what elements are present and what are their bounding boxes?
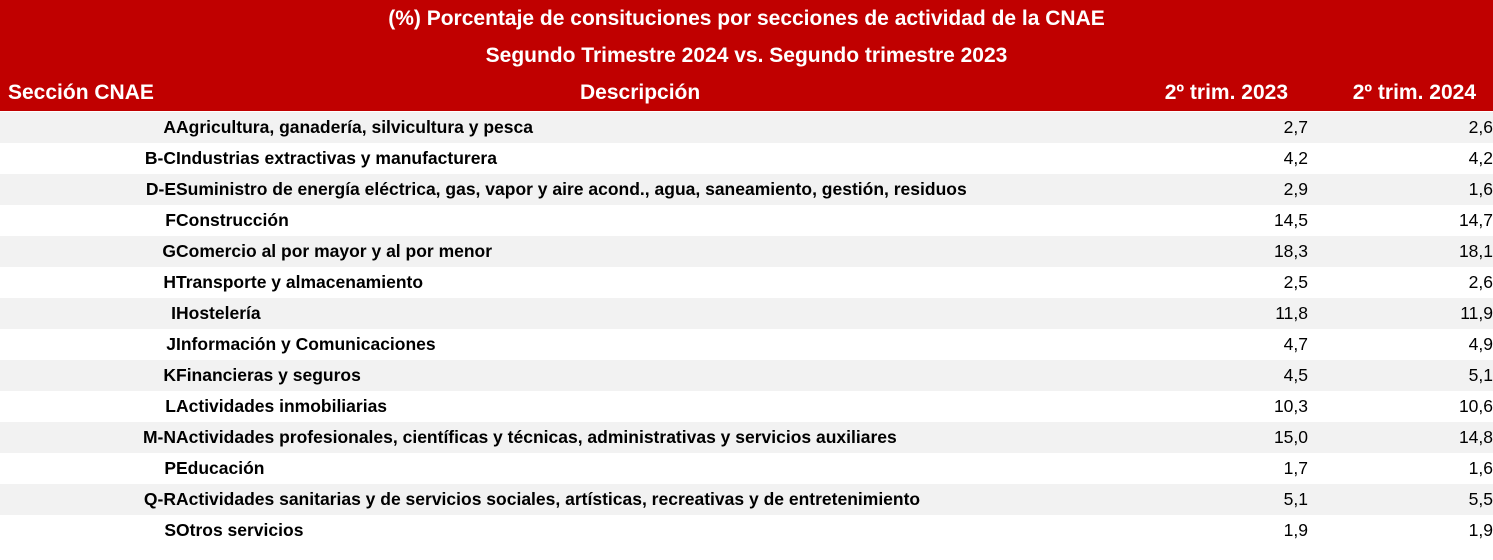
description: Otros servicios <box>176 515 1158 546</box>
value-q2-2023: 2,7 <box>1158 112 1308 143</box>
section-code: F <box>0 205 176 236</box>
section-code: P <box>0 453 176 484</box>
value-q2-2023: 4,7 <box>1158 329 1308 360</box>
table-subtitle: Segundo Trimestre 2024 vs. Segundo trimestre 2023 <box>485 44 1008 67</box>
description: Agricultura, ganadería, silvicultura y pesca <box>176 112 1158 143</box>
table-row <box>0 484 1493 515</box>
table-row <box>0 143 1493 174</box>
column-header-section: Sección CNAE <box>8 81 154 104</box>
description: Información y Comunicaciones <box>176 329 1158 360</box>
data-table <box>0 112 1493 546</box>
description: Actividades sanitarias y de servicios sociales, artísticas, recreativas y de entretenimiento <box>176 484 1158 515</box>
description: Suministro de energía eléctrica, gas, vapor y aire acond., agua, saneamiento, gestión, residuos <box>176 174 1158 205</box>
value-q2-2023: 10,3 <box>1158 391 1308 422</box>
value-q2-2024: 2,6 <box>1308 267 1493 298</box>
table-row <box>0 205 1493 236</box>
value-q2-2023: 2,5 <box>1158 267 1308 298</box>
table-row <box>0 174 1493 205</box>
section-code: K <box>0 360 176 391</box>
value-q2-2024: 4,2 <box>1308 143 1493 174</box>
value-q2-2023: 5,1 <box>1158 484 1308 515</box>
table-row <box>0 422 1493 453</box>
value-q2-2024: 10,6 <box>1308 391 1493 422</box>
value-q2-2024: 1,6 <box>1308 453 1493 484</box>
value-q2-2024: 5,1 <box>1308 360 1493 391</box>
column-header-description: Descripción <box>580 81 701 104</box>
column-header-q2-2023: 2º trim. 2023 <box>1164 81 1288 104</box>
section-code: M-N <box>0 422 176 453</box>
description: Industrias extractivas y manufacturera <box>176 143 1158 174</box>
section-code: G <box>0 236 176 267</box>
description: Actividades profesionales, científicas y técnicas, administrativas y servicios auxiliares <box>176 422 1158 453</box>
value-q2-2023: 4,2 <box>1158 143 1308 174</box>
table-row <box>0 112 1493 143</box>
value-q2-2023: 11,8 <box>1158 298 1308 329</box>
value-q2-2024: 18,1 <box>1308 236 1493 267</box>
description: Comercio al por mayor y al por menor <box>176 236 1158 267</box>
section-code: L <box>0 391 176 422</box>
column-header-q2-2024: 2º trim. 2024 <box>1352 81 1476 104</box>
section-code: D-E <box>0 174 176 205</box>
table-body <box>0 112 1493 546</box>
value-q2-2023: 4,5 <box>1158 360 1308 391</box>
table-row <box>0 453 1493 484</box>
value-q2-2024: 4,9 <box>1308 329 1493 360</box>
table-row <box>0 267 1493 298</box>
table-title: (%) Porcentaje de consituciones por secciones de actividad de la CNAE <box>388 7 1105 30</box>
value-q2-2024: 14,8 <box>1308 422 1493 453</box>
table-header <box>0 0 1493 111</box>
value-q2-2024: 5,5 <box>1308 484 1493 515</box>
description: Hostelería <box>176 298 1158 329</box>
value-q2-2023: 15,0 <box>1158 422 1308 453</box>
section-code: J <box>0 329 176 360</box>
value-q2-2023: 14,5 <box>1158 205 1308 236</box>
description: Educación <box>176 453 1158 484</box>
value-q2-2024: 1,9 <box>1308 515 1493 546</box>
description: Transporte y almacenamiento <box>176 267 1158 298</box>
section-code: I <box>0 298 176 329</box>
value-q2-2024: 1,6 <box>1308 174 1493 205</box>
section-code: S <box>0 515 176 546</box>
value-q2-2023: 2,9 <box>1158 174 1308 205</box>
section-code: A <box>0 112 176 143</box>
value-q2-2023: 1,9 <box>1158 515 1308 546</box>
value-q2-2023: 18,3 <box>1158 236 1308 267</box>
description: Actividades inmobiliarias <box>176 391 1158 422</box>
description: Construcción <box>176 205 1158 236</box>
table-row <box>0 298 1493 329</box>
description: Financieras y seguros <box>176 360 1158 391</box>
value-q2-2024: 11,9 <box>1308 298 1493 329</box>
section-code: H <box>0 267 176 298</box>
value-q2-2024: 2,6 <box>1308 112 1493 143</box>
table-row <box>0 236 1493 267</box>
section-code: Q-R <box>0 484 176 515</box>
table-row <box>0 329 1493 360</box>
value-q2-2023: 1,7 <box>1158 453 1308 484</box>
table-row <box>0 360 1493 391</box>
value-q2-2024: 14,7 <box>1308 205 1493 236</box>
table-row <box>0 391 1493 422</box>
section-code: B-C <box>0 143 176 174</box>
table-row <box>0 515 1493 546</box>
